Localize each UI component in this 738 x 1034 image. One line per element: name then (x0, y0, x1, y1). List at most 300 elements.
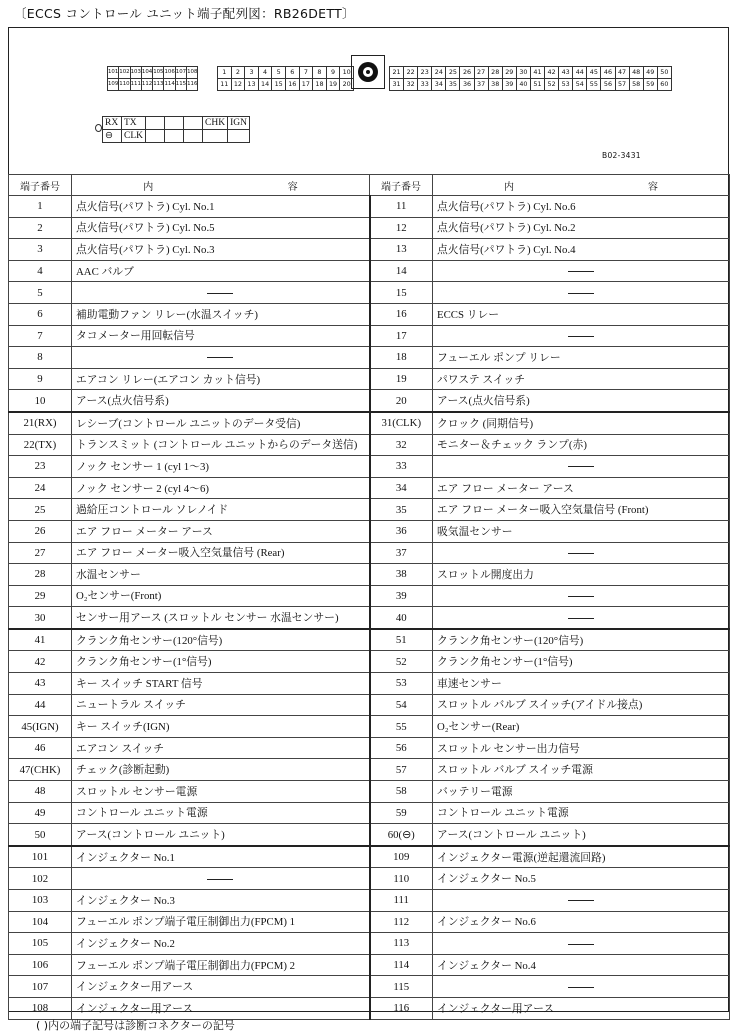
connector-pin: 111 (130, 79, 141, 91)
connector-pin: 44 (573, 67, 587, 79)
terminal-number: 58 (370, 781, 433, 803)
connector-pin: 47 (615, 67, 629, 79)
terminal-number: 31(CLK) (370, 412, 433, 434)
terminal-number: 2 (9, 217, 72, 239)
terminal-number: 46 (9, 737, 72, 759)
table-row (9, 673, 730, 695)
table-row (9, 325, 730, 347)
terminal-description (72, 347, 370, 369)
diagnostic-connector (102, 116, 250, 143)
terminal-description: トランスミット (コントロール ユニットからのデータ送信) (72, 434, 370, 456)
connector-pin: 10 (340, 67, 354, 79)
empty-dash (207, 357, 233, 358)
connector-pins-right (389, 66, 672, 91)
terminal-number: 11 (370, 196, 433, 218)
terminal-description: キー スイッチ(IGN) (72, 716, 370, 738)
terminal-number: 38 (370, 564, 433, 586)
connector-pin: 102 (119, 67, 130, 79)
terminal-description: エア フロー メーター吸入空気量信号 (Rear) (72, 542, 370, 564)
terminal-number: 57 (370, 759, 433, 781)
connector-pin: 33 (418, 79, 432, 91)
connector-pin: 11 (218, 79, 232, 91)
table-row (9, 997, 730, 1019)
terminal-description: ニュートラル スイッチ (72, 694, 370, 716)
terminal-description (72, 282, 370, 304)
empty-dash (568, 466, 594, 467)
terminal-number: 21(RX) (9, 412, 72, 434)
terminal-description: インジェクター No.3 (72, 890, 370, 912)
terminal-description: インジェクター No.2 (72, 933, 370, 955)
terminal-number: 51 (370, 629, 433, 651)
diag-connector-tab-icon (95, 124, 102, 132)
terminal-description: アース(コントロール ユニット) (72, 824, 370, 846)
terminal-number: 108 (9, 997, 72, 1019)
table-row (9, 412, 730, 434)
connector-pin: 37 (474, 79, 488, 91)
terminal-number: 25 (9, 499, 72, 521)
terminal-number: 39 (370, 585, 433, 607)
connector-pin: 8 (313, 67, 327, 79)
terminal-number: 32 (370, 434, 433, 456)
header-num-right: 端子番号 (370, 175, 433, 196)
connector-pin: 21 (390, 67, 404, 79)
connector-pin: 24 (432, 67, 446, 79)
connector-pin: 51 (530, 79, 544, 91)
connector-pin (165, 130, 184, 143)
terminal-description: インジェクター No.6 (433, 911, 730, 933)
header-content-right: 内 容 (433, 175, 730, 196)
table-row (9, 911, 730, 933)
connector-pin: 34 (432, 79, 446, 91)
terminal-number: 17 (370, 325, 433, 347)
terminal-description: コントロール ユニット電源 (433, 802, 730, 824)
table-row (9, 933, 730, 955)
figure-code: B02-3431 (602, 151, 641, 160)
table-row (9, 260, 730, 282)
connector-pin: 104 (141, 67, 152, 79)
connector-pin: 36 (460, 79, 474, 91)
table-row (9, 607, 730, 629)
empty-dash (207, 293, 233, 294)
terminal-description (433, 260, 730, 282)
terminal-description: インジェクター No.5 (433, 868, 730, 890)
terminal-number: 47(CHK) (9, 759, 72, 781)
header-num-left: 端子番号 (9, 175, 72, 196)
connector-pin: IGN (228, 117, 250, 130)
terminal-number: 5 (9, 282, 72, 304)
terminal-description: クランク角センサー(1°信号) (72, 651, 370, 673)
connector-pin: 58 (629, 79, 643, 91)
table-row (9, 694, 730, 716)
table-row (9, 542, 730, 564)
empty-dash (207, 879, 233, 880)
connector-pin (146, 117, 165, 130)
terminal-description: フューエル ポンプ リレー (433, 347, 730, 369)
terminal-description: 点火信号(パワトラ) Cyl. No.3 (72, 239, 370, 261)
table-row (9, 239, 730, 261)
terminal-description: スロットル センサー出力信号 (433, 737, 730, 759)
table-row (9, 585, 730, 607)
terminal-description: ECCS リレー (433, 303, 730, 325)
terminal-description: クランク角センサー(120°信号) (433, 629, 730, 651)
connector-pin: 101 (108, 67, 119, 79)
terminal-description: センサー用アース (スロットル センサー 水温センサー) (72, 607, 370, 629)
connector-pin: 2 (231, 67, 245, 79)
terminal-description: 点火信号(パワトラ) Cyl. No.5 (72, 217, 370, 239)
terminal-number: 24 (9, 477, 72, 499)
terminal-description: エアコン リレー(エアコン カット信号) (72, 368, 370, 390)
terminal-number: 33 (370, 456, 433, 478)
terminal-number: 49 (9, 802, 72, 824)
terminal-description: 点火信号(パワトラ) Cyl. No.6 (433, 196, 730, 218)
connector-pin: 17 (299, 79, 313, 91)
terminal-number: 23 (9, 456, 72, 478)
connector-pin: 3 (245, 67, 259, 79)
empty-dash (568, 596, 594, 597)
center-lock-icon (358, 62, 378, 82)
terminal-description: モニター＆チェック ランプ(赤) (433, 434, 730, 456)
connector-pin: CHK (203, 117, 228, 130)
connector-pin: 60 (657, 79, 671, 91)
empty-dash (568, 900, 594, 901)
table-row (9, 303, 730, 325)
table-row (9, 759, 730, 781)
terminal-number: 116 (370, 997, 433, 1019)
terminal-description: エアコン スイッチ (72, 737, 370, 759)
terminal-description: O₂センサー(Front) (72, 585, 370, 607)
terminal-description (433, 976, 730, 998)
table-row (9, 846, 730, 868)
connector-pin: 25 (446, 67, 460, 79)
connector-pin: 46 (601, 67, 615, 79)
connector-pin: ⊖ (103, 130, 122, 143)
connector-pin: CLK (122, 130, 146, 143)
terminal-number: 13 (370, 239, 433, 261)
terminal-description: レシーブ(コントロール ユニットのデータ受信) (72, 412, 370, 434)
connector-pin: 105 (153, 67, 164, 79)
terminal-number: 22(TX) (9, 434, 72, 456)
terminal-number: 20 (370, 390, 433, 412)
connector-pin: 16 (285, 79, 299, 91)
table-row (9, 890, 730, 912)
page-title: 〔ECCS コントロール ユニット端子配列図：RB26DETT〕 (14, 6, 355, 21)
table-row (9, 781, 730, 803)
terminal-number: 8 (9, 347, 72, 369)
terminal-number: 28 (9, 564, 72, 586)
connector-pin: 22 (404, 67, 418, 79)
terminal-number: 16 (370, 303, 433, 325)
terminal-description: フューエル ポンプ端子電圧制御出力(FPCM) 2 (72, 954, 370, 976)
terminal-description: 点火信号(パワトラ) Cyl. No.1 (72, 196, 370, 218)
table-row (9, 651, 730, 673)
terminal-description: インジェクター用アース (72, 976, 370, 998)
terminal-description: 吸気温センサー (433, 520, 730, 542)
connector-pin: 14 (258, 79, 272, 91)
terminal-number: 55 (370, 716, 433, 738)
terminal-description: スロットル開度出力 (433, 564, 730, 586)
connector-pin: 18 (313, 79, 327, 91)
terminal-description: タコメーター用回転信号 (72, 325, 370, 347)
connector-pin: 53 (559, 79, 573, 91)
terminal-number: 35 (370, 499, 433, 521)
terminal-number: 9 (9, 368, 72, 390)
connector-pin: TX (122, 117, 146, 130)
connector-pin: 110 (119, 79, 130, 91)
terminal-description (72, 868, 370, 890)
table-row (9, 196, 730, 218)
terminal-number: 50 (9, 824, 72, 846)
terminal-number: 41 (9, 629, 72, 651)
terminal-number: 6 (9, 303, 72, 325)
terminal-description: クロック (同期信号) (433, 412, 730, 434)
connector-pin: 41 (530, 67, 544, 79)
connector-pin (203, 130, 228, 143)
connector-pin: 50 (657, 67, 671, 79)
table-row (9, 868, 730, 890)
terminal-description: フューエル ポンプ端子電圧制御出力(FPCM) 1 (72, 911, 370, 933)
connector-pin: 6 (285, 67, 299, 79)
connector-pin: 12 (231, 79, 245, 91)
table-row (9, 499, 730, 521)
terminal-number: 110 (370, 868, 433, 890)
terminal-description: スロットル センサー電源 (72, 781, 370, 803)
terminal-table (8, 174, 730, 1020)
terminal-number: 43 (9, 673, 72, 695)
terminal-description: 点火信号(パワトラ) Cyl. No.4 (433, 239, 730, 261)
terminal-description: スロットル バルブ スイッチ電源 (433, 759, 730, 781)
table-row (9, 368, 730, 390)
terminal-description (433, 282, 730, 304)
table-row (9, 564, 730, 586)
connector-pin: 4 (258, 67, 272, 79)
terminal-description: アース(点火信号系) (433, 390, 730, 412)
terminal-description (433, 933, 730, 955)
terminal-description: インジェクター No.1 (72, 846, 370, 868)
terminal-number: 114 (370, 954, 433, 976)
connector-pin: 32 (404, 79, 418, 91)
terminal-number: 103 (9, 890, 72, 912)
connector-pin (165, 117, 184, 130)
terminal-description: アース(コントロール ユニット) (433, 824, 730, 846)
terminal-number: 60(⊖) (370, 824, 433, 846)
terminal-number: 19 (370, 368, 433, 390)
connector-pin (228, 130, 250, 143)
connector-pin: 114 (164, 79, 175, 91)
table-row (9, 434, 730, 456)
terminal-description: インジェクター No.4 (433, 954, 730, 976)
connector-pin: 42 (545, 67, 559, 79)
terminal-description: O₂センサー(Rear) (433, 716, 730, 738)
table-row (9, 954, 730, 976)
terminal-description: ノック センサー 1 (cyl 1～3) (72, 456, 370, 478)
connector-pin: 13 (245, 79, 259, 91)
footnote: ( )内の端子記号は診断コネクターの記号 (36, 1019, 235, 1032)
empty-dash (568, 618, 594, 619)
table-row (9, 347, 730, 369)
terminal-number: 10 (9, 390, 72, 412)
terminal-number: 37 (370, 542, 433, 564)
terminal-number: 7 (9, 325, 72, 347)
connector-pin: 108 (187, 67, 198, 79)
terminal-description: 水温センサー (72, 564, 370, 586)
table-row (9, 282, 730, 304)
terminal-description: ノック センサー 2 (cyl 4～6) (72, 477, 370, 499)
terminal-description (433, 542, 730, 564)
terminal-number: 30 (9, 607, 72, 629)
connector-pin: 1 (218, 67, 232, 79)
terminal-number: 56 (370, 737, 433, 759)
connector-pin: 35 (446, 79, 460, 91)
terminal-number: 29 (9, 585, 72, 607)
terminal-number: 101 (9, 846, 72, 868)
terminal-description: キー スイッチ START 信号 (72, 673, 370, 695)
terminal-description: 車速センサー (433, 673, 730, 695)
terminal-number: 45(IGN) (9, 716, 72, 738)
table-row (9, 629, 730, 651)
connector-pin: 38 (488, 79, 502, 91)
connector-pin: 113 (153, 79, 164, 91)
table-row (9, 976, 730, 998)
connector-pin: 26 (460, 67, 474, 79)
connector-pin: 9 (326, 67, 340, 79)
connector-pin: 19 (326, 79, 340, 91)
terminal-description: アース(点火信号系) (72, 390, 370, 412)
terminal-number: 109 (370, 846, 433, 868)
terminal-description: エア フロー メーター アース (433, 477, 730, 499)
terminal-number: 112 (370, 911, 433, 933)
connector-pin: 112 (141, 79, 152, 91)
terminal-number: 113 (370, 933, 433, 955)
terminal-description (433, 456, 730, 478)
terminal-description: クランク角センサー(120°信号) (72, 629, 370, 651)
terminal-description (433, 607, 730, 629)
connector-pin: 55 (587, 79, 601, 91)
connector-pin: 40 (516, 79, 530, 91)
table-row (9, 716, 730, 738)
header-content-left: 内 容 (72, 175, 370, 196)
terminal-number: 59 (370, 802, 433, 824)
terminal-description (433, 585, 730, 607)
terminal-number: 26 (9, 520, 72, 542)
connector-pin: 106 (164, 67, 175, 79)
terminal-description: インジェクター電源(逆起還流回路) (433, 846, 730, 868)
empty-dash (568, 336, 594, 337)
terminal-number: 44 (9, 694, 72, 716)
terminal-description: AAC バルブ (72, 260, 370, 282)
terminal-description (433, 325, 730, 347)
connector-pin: 48 (629, 67, 643, 79)
connector-pin: 29 (502, 67, 516, 79)
terminal-description: エア フロー メーター アース (72, 520, 370, 542)
terminal-number: 40 (370, 607, 433, 629)
terminal-description: 過給圧コントロール ソレノイド (72, 499, 370, 521)
terminal-description: スロットル バルブ スイッチ(アイドル接点) (433, 694, 730, 716)
connector-pins-middle (217, 66, 354, 91)
table-row (9, 737, 730, 759)
connector-pin: 28 (488, 67, 502, 79)
terminal-number: 12 (370, 217, 433, 239)
terminal-number: 27 (9, 542, 72, 564)
terminal-description: クランク角センサー(1°信号) (433, 651, 730, 673)
connector-pin: 20 (340, 79, 354, 91)
connector-pin: 116 (187, 79, 198, 91)
terminal-number: 48 (9, 781, 72, 803)
empty-dash (568, 553, 594, 554)
connector-pins-left (107, 66, 198, 91)
terminal-description: 点火信号(パワトラ) Cyl. No.2 (433, 217, 730, 239)
connector-pin: 15 (272, 79, 286, 91)
terminal-number: 107 (9, 976, 72, 998)
terminal-number: 15 (370, 282, 433, 304)
terminal-description: コントロール ユニット電源 (72, 802, 370, 824)
connector-pin: 27 (474, 67, 488, 79)
connector-pin: 7 (299, 67, 313, 79)
connector-pin: 56 (601, 79, 615, 91)
connector-pin (184, 130, 203, 143)
terminal-description: チェック(診断起動) (72, 759, 370, 781)
connector-pin: 52 (545, 79, 559, 91)
terminal-number: 104 (9, 911, 72, 933)
terminal-description: パワステ スイッチ (433, 368, 730, 390)
empty-dash (568, 987, 594, 988)
connector-pin: 45 (587, 67, 601, 79)
terminal-number: 1 (9, 196, 72, 218)
connector-pin: 107 (175, 67, 186, 79)
terminal-description (433, 890, 730, 912)
connector-pin: 103 (130, 67, 141, 79)
connector-pin: 54 (573, 79, 587, 91)
empty-dash (568, 293, 594, 294)
connector-pin: 5 (272, 67, 286, 79)
table-row (9, 824, 730, 846)
connector-pin: 49 (643, 67, 657, 79)
table-row (9, 456, 730, 478)
terminal-number: 3 (9, 239, 72, 261)
connector-pin: 59 (643, 79, 657, 91)
terminal-description: バッテリー電源 (433, 781, 730, 803)
connector-pin: 115 (175, 79, 186, 91)
connector-pin: 23 (418, 67, 432, 79)
connector-pin: 39 (502, 79, 516, 91)
terminal-number: 18 (370, 347, 433, 369)
table-row (9, 217, 730, 239)
terminal-number: 115 (370, 976, 433, 998)
terminal-number: 54 (370, 694, 433, 716)
empty-dash (568, 944, 594, 945)
table-row (9, 802, 730, 824)
terminal-number: 14 (370, 260, 433, 282)
terminal-number: 36 (370, 520, 433, 542)
terminal-number: 102 (9, 868, 72, 890)
connector-pin: RX (103, 117, 122, 130)
connector-pin: 109 (108, 79, 119, 91)
empty-dash (568, 271, 594, 272)
table-row (9, 390, 730, 412)
terminal-description: インジェクター用アース (72, 997, 370, 1019)
terminal-number: 53 (370, 673, 433, 695)
table-row (9, 477, 730, 499)
terminal-description: インジェクター用アース (433, 997, 730, 1019)
connector-pin: 57 (615, 79, 629, 91)
table-row (9, 520, 730, 542)
terminal-number: 42 (9, 651, 72, 673)
connector-pin: 31 (390, 79, 404, 91)
terminal-description: 補助電動ファン リレー(水温スイッチ) (72, 303, 370, 325)
terminal-description: エア フロー メーター吸入空気量信号 (Front) (433, 499, 730, 521)
terminal-number: 106 (9, 954, 72, 976)
connector-pin: 43 (559, 67, 573, 79)
connector-center-lock (351, 55, 385, 89)
